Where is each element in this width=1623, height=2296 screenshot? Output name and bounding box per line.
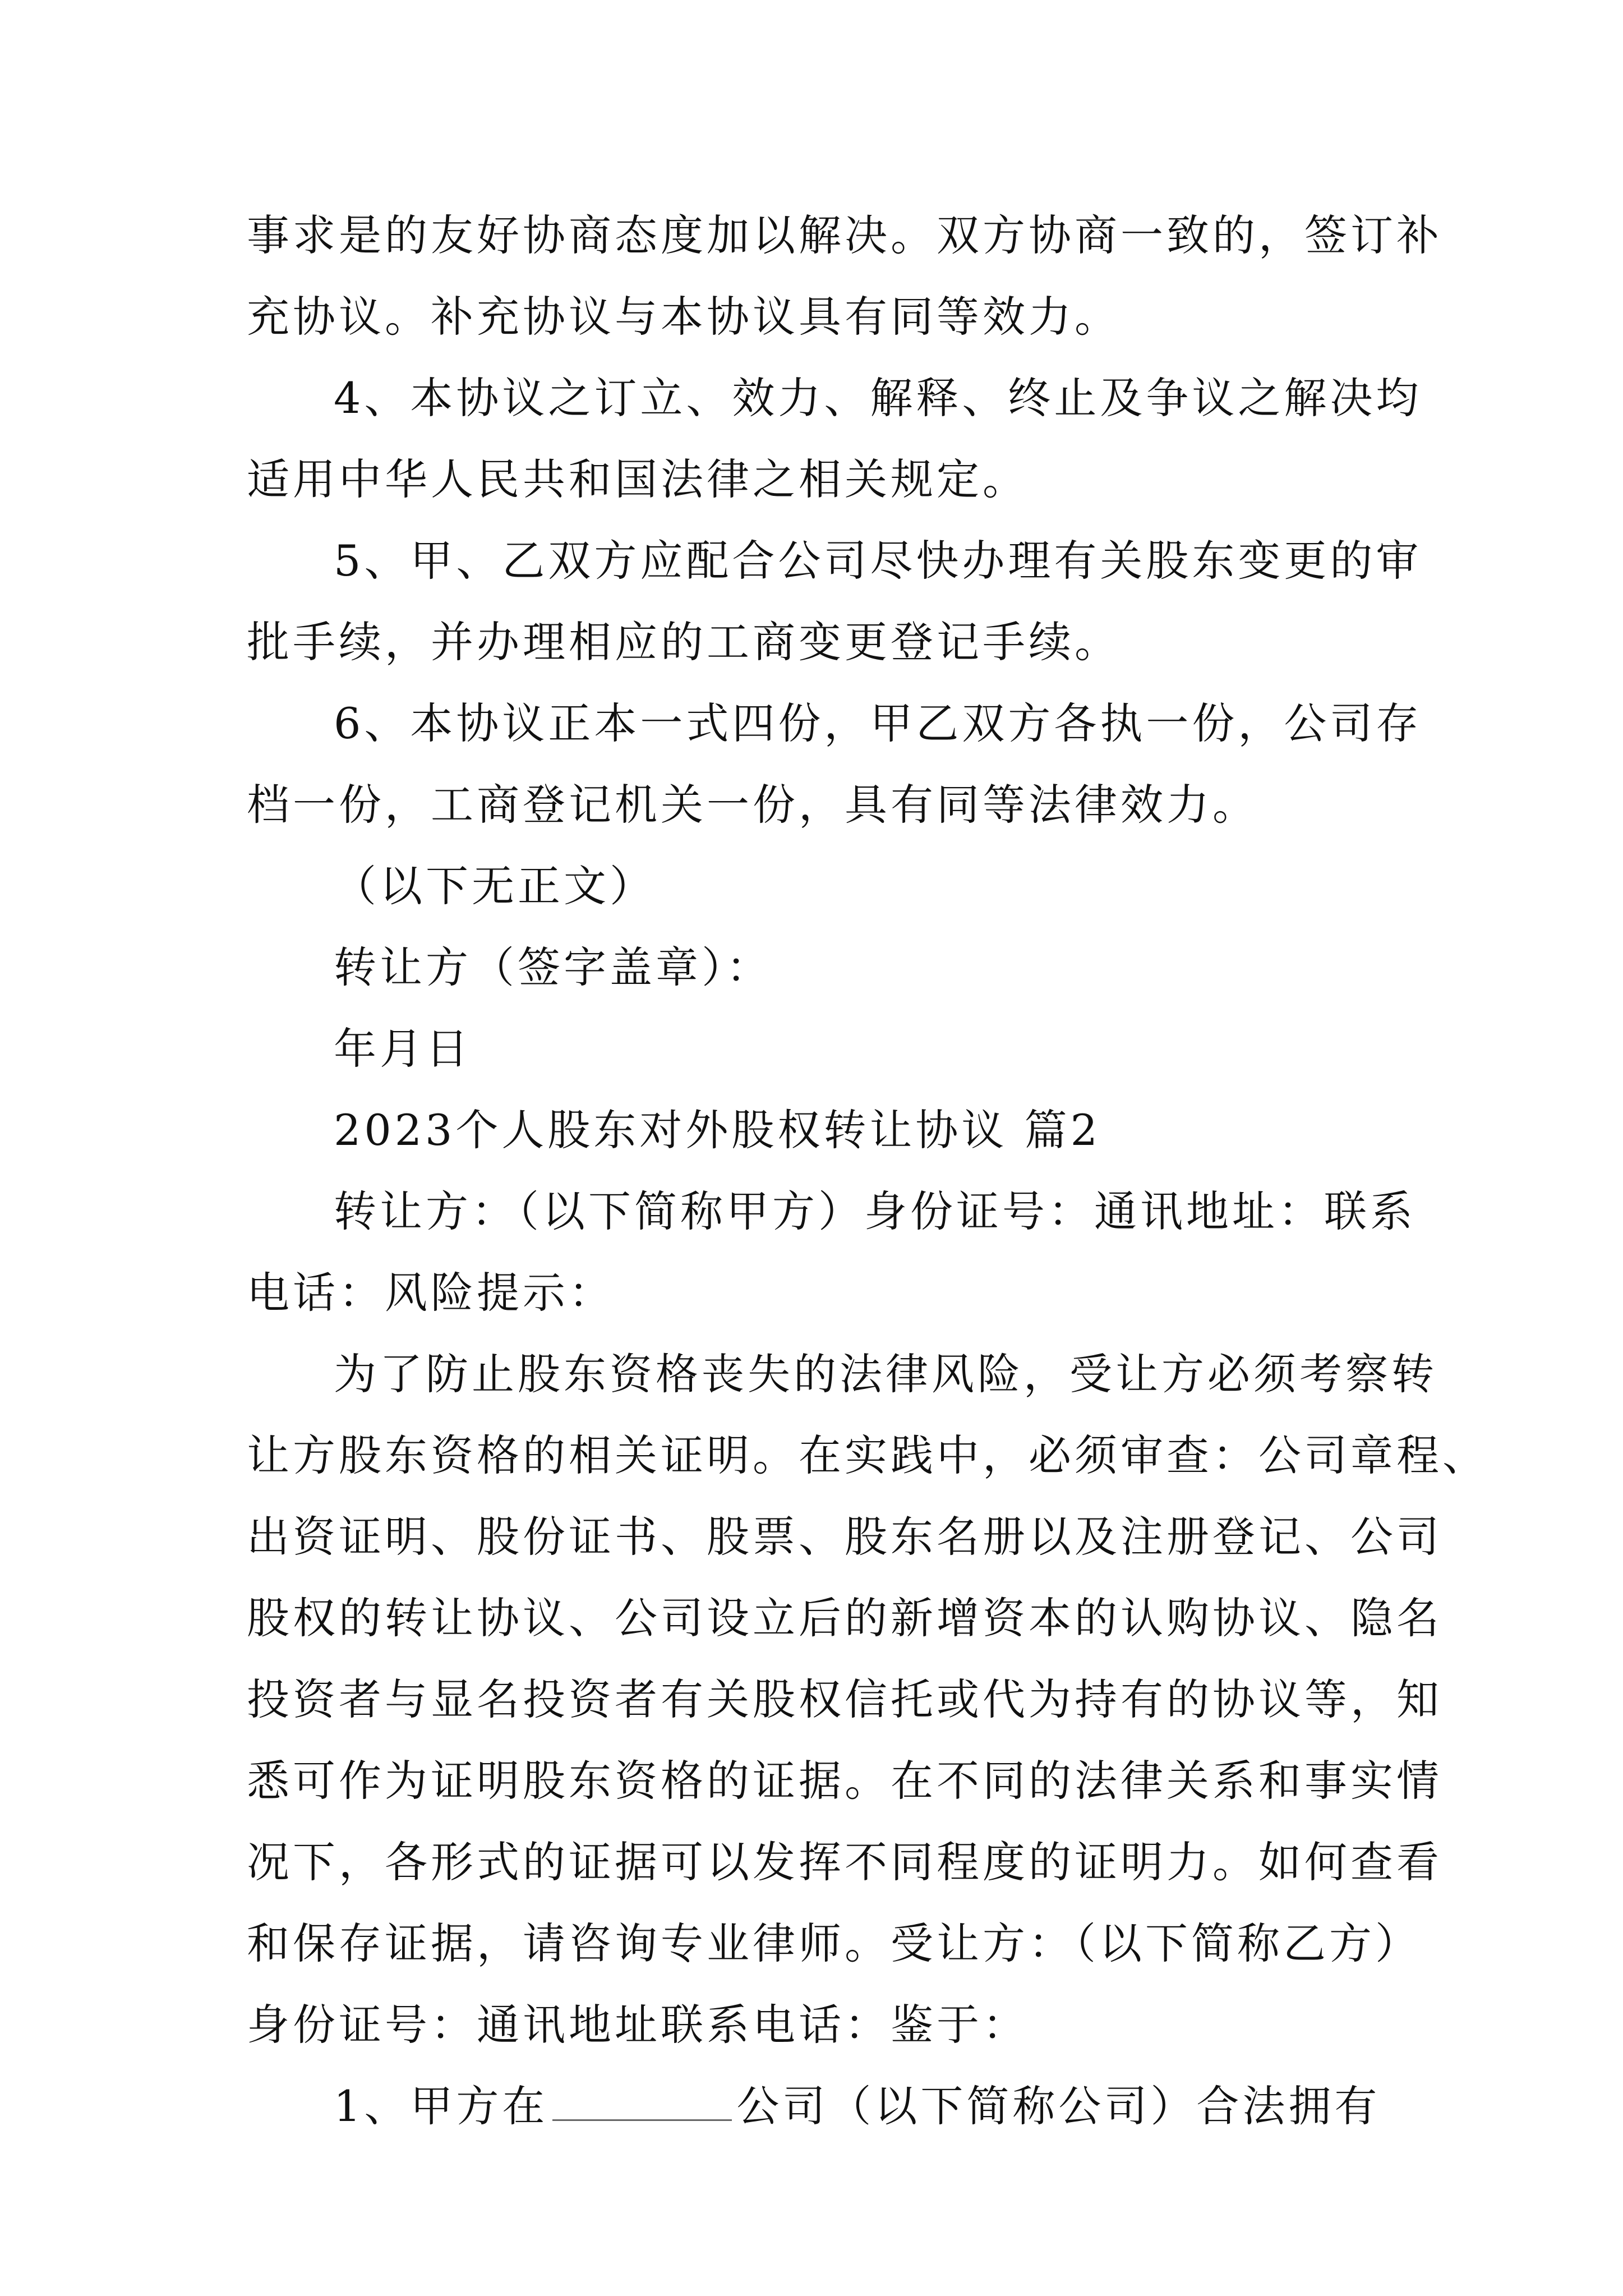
- clause-suffix: 公司（以下简称公司）合法拥有: [736, 2081, 1381, 2131]
- paragraph-line-22: 和保存证据，请咨询专业律师。受让方：（以下简称乙方）: [247, 1918, 1421, 1968]
- paragraph-line-20: 悉可作为证明股东资格的证据。在不同的法律关系和事实情: [247, 1756, 1442, 1806]
- paragraph-line-16: 让方股东资格的相关证明。在实践中，必须审查：公司章程、: [247, 1430, 1488, 1480]
- paragraph-line-5: 5、甲、乙双方应配合公司尽快办理有关股东变更的审: [334, 536, 1422, 586]
- paragraph-line-17: 出资证明、股份证书、股票、股东名册以及注册登记、公司: [247, 1512, 1442, 1562]
- paragraph-line-3: 4、本协议之订立、效力、解释、终止及争议之解决均: [334, 373, 1422, 423]
- paragraph-line-2: 充协议。补充协议与本协议具有同等效力。: [247, 292, 1121, 342]
- paragraph-line-6: 批手续，并办理相应的工商变更登记手续。: [247, 617, 1121, 667]
- paragraph-line-14: 电话：风险提示：: [247, 1268, 615, 1318]
- transferor-signature-line: 转让方（签字盖章）：: [334, 942, 772, 992]
- paragraph-line-1: 事求是的友好协商态度加以解决。双方协商一致的，签订补: [247, 210, 1442, 260]
- paragraph-line-13: 转让方：（以下简称甲方）身份证号：通讯地址：联系: [334, 1186, 1416, 1236]
- clause-line-with-blank: [334, 2081, 1380, 2132]
- clause-prefix: 1、甲方在: [334, 2081, 548, 2131]
- no-more-text-note: （以下无正文）: [334, 861, 656, 911]
- section-heading: 2023个人股东对外股权转让协议 篇2: [334, 1105, 1101, 1155]
- paragraph-line-18: 股权的转让协议、公司设立后的新增资本的认购协议、隐名: [247, 1593, 1442, 1643]
- paragraph-line-8: 档一份，工商登记机关一份，具有同等法律效力。: [247, 780, 1258, 830]
- paragraph-line-4: 适用中华人民共和国法律之相关规定。: [247, 454, 1029, 504]
- paragraph-line-15: 为了防止股东资格丧失的法律风险，受让方必须考察转: [334, 1349, 1437, 1399]
- paragraph-line-7: 6、本协议正本一式四份，甲乙双方各执一份，公司存: [334, 698, 1422, 748]
- paragraph-line-23: 身份证号：通讯地址联系电话：鉴于：: [247, 2000, 1029, 2050]
- date-line: 年月日: [334, 1024, 472, 1074]
- company-name-blank: [552, 2081, 732, 2121]
- paragraph-line-21: 况下，各形式的证据可以发挥不同程度的证明力。如何查看: [247, 1837, 1442, 1887]
- paragraph-line-19: 投资者与显名投资者有关股权信托或代为持有的协议等，知: [247, 1674, 1442, 1724]
